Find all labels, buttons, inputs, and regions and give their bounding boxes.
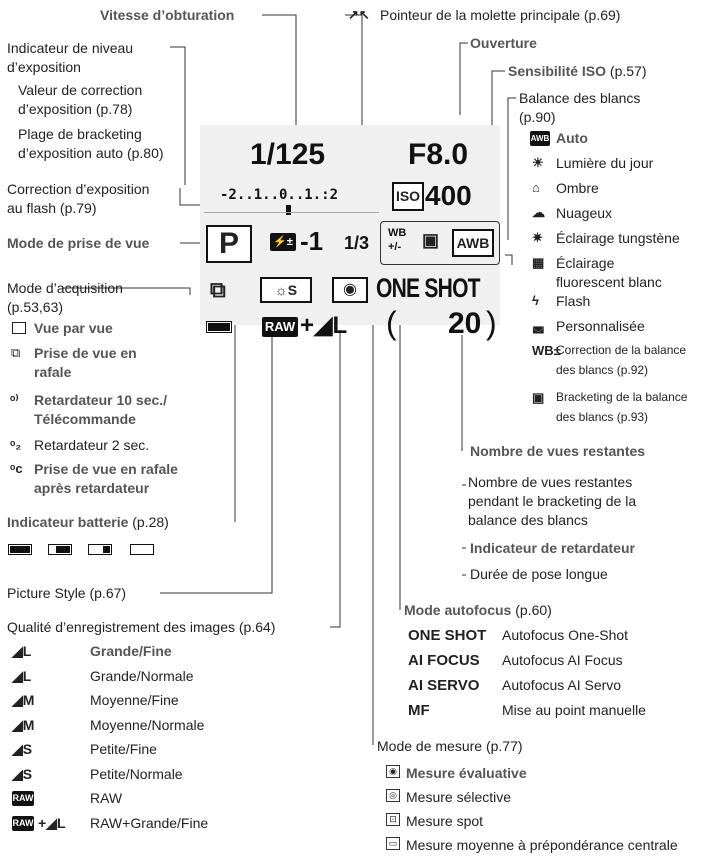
af-mode-desc: Autofocus AI Servo: [502, 677, 622, 693]
lcd-quality-suffix: +◢L: [300, 312, 348, 339]
picture-style-label: Picture Style (p.67): [7, 585, 127, 601]
lcd-iso-icon: ISO: [392, 182, 424, 211]
drive-mode-label-2: (p.53,63): [7, 299, 64, 315]
exposure-scale-bracket: [204, 185, 379, 213]
shots-wb-label-1: Nombre de vues restantes: [468, 474, 633, 490]
dial-pointer-label: Pointeur de la molette principale (p.69): [380, 7, 621, 23]
battery-label-bold: Indicateur batterie: [7, 514, 129, 530]
wb-label-2: (p.90): [519, 109, 556, 125]
shots-wb-label-2: pendant le bracketing de la: [468, 493, 637, 509]
wb-icon: ◛: [532, 318, 545, 333]
exposure-level-label-2: d’exposition: [7, 59, 81, 75]
lcd-raw-icon: RAW: [262, 317, 298, 337]
wb-item-label: Correction de la balance: [556, 343, 687, 357]
flash-comp-label-2: au flash (p.79): [7, 200, 97, 216]
shots-remaining-label: Nombre de vues restantes: [470, 443, 646, 459]
drive-c-label-2: après retardateur: [34, 480, 150, 496]
quality-item-label: Moyenne/Fine: [90, 692, 179, 708]
self-timer-label: Indicateur de retardateur: [470, 540, 635, 556]
lcd-af-mode: ONE SHOT: [376, 273, 480, 303]
wb-icon: ☁: [532, 205, 545, 220]
iso-label-page: (p.57): [606, 63, 647, 79]
af-mode-code: AI SERVO: [408, 677, 480, 694]
lcd-flash-comp-value: -1: [300, 226, 324, 256]
metering-item-label: Mesure évaluative: [406, 765, 527, 781]
quality-label: Qualité d’enregistrement des images (p.64): [7, 619, 276, 635]
wb-icon: ▦: [532, 255, 545, 270]
af-mode-code: MF: [408, 702, 430, 719]
iso-label: [508, 63, 647, 80]
self-timer-10s-icon: ᵒ⁾: [10, 392, 19, 407]
drive-mode-label-1: Mode d’acquisition: [7, 280, 123, 296]
lcd-panel: [200, 125, 500, 341]
lcd-iso-value: 400: [425, 180, 472, 211]
battery-label-page: (p.28): [128, 514, 169, 530]
battery-two-thirds-icon: [48, 544, 72, 555]
battery-full-icon: [8, 544, 32, 555]
af-mode-code: AI FOCUS: [408, 652, 480, 669]
quality-size-icon: ◢S: [12, 741, 33, 757]
continuous-shot-icon: ⧉: [11, 345, 21, 360]
quality-item-label: RAW: [90, 790, 123, 806]
quality-size-icon: ◢M: [12, 716, 35, 733]
wb-item-label-2: des blancs (p.92): [556, 363, 649, 377]
af-mode-desc: Mise au point manuelle: [502, 702, 646, 718]
lcd-wb-shift: WB: [388, 227, 407, 239]
wb-item-label: Lumière du jour: [556, 155, 654, 171]
af-mode-desc: Autofocus AI Focus: [502, 652, 623, 668]
wb-icon: ▣: [532, 390, 545, 405]
metering-icon: ◎: [386, 789, 400, 802]
bulb-label: Durée de pose longue: [470, 566, 608, 582]
af-mode-label: [404, 602, 552, 619]
wb-item-label: Auto: [556, 130, 588, 146]
self-timer-continuous-icon: ᵒᴄ: [10, 461, 23, 476]
lcd-wb-shift-sub: +/-: [388, 241, 402, 253]
lcd-aperture: F8.0: [408, 138, 469, 171]
drive-c-label-1: Prise de vue en rafale: [34, 461, 178, 477]
wb-icon: ☀: [532, 155, 544, 170]
exp-comp-label-2: d’exposition (p.78): [18, 101, 133, 117]
metering-icon: ⊡: [386, 813, 400, 826]
af-mode-desc: Autofocus One-Shot: [502, 627, 629, 643]
quality-size-icon: ◢M: [12, 692, 35, 708]
drive-cont-label-2: rafale: [34, 364, 72, 380]
lcd-picture-style-icon: ☼S: [260, 277, 312, 303]
metering-item-label: Mesure spot: [406, 813, 484, 829]
af-mode-label-page: (p.60): [511, 602, 552, 618]
wb-item-label: Nuageux: [556, 205, 613, 221]
metering-item-label: Mesure moyenne à prépondérance centrale: [406, 837, 678, 853]
wb-item-label: Flash: [556, 293, 591, 309]
exp-comp-label-1: Valeur de correction: [18, 82, 143, 98]
quality-item-label: Moyenne/Normale: [90, 716, 205, 733]
lcd-drive-icon: ⧉: [210, 277, 226, 302]
quality-size-icon: ◢S: [12, 765, 33, 782]
wb-icon: ✷: [532, 230, 543, 245]
shooting-mode-label: Mode de prise de vue: [7, 235, 150, 251]
lcd-flash-comp-frac: 1/3: [344, 233, 370, 253]
wb-item-label-2: fluorescent blanc: [556, 274, 662, 290]
quality-item-label: Grande/Normale: [90, 667, 194, 684]
iso-label-bold: Sensibilité ISO: [508, 63, 607, 79]
wb-item-label: Éclairage: [556, 255, 615, 271]
lcd-awb: AWB: [452, 229, 494, 257]
metering-icon: ◉: [386, 765, 400, 778]
quality-raw-icon: RAW: [12, 816, 34, 831]
wb-icon: ⌂: [532, 180, 540, 195]
single-shot-icon: [12, 322, 26, 334]
exposure-level-label-1: Indicateur de niveau: [7, 40, 134, 56]
quality-large-icon: +◢L: [38, 814, 66, 831]
battery-one-third-icon: [88, 544, 112, 555]
aperture-label: Ouverture: [470, 35, 537, 51]
quality-size-icon: ◢L: [12, 667, 32, 684]
aeb-label-1: Plage de bracketing: [18, 126, 142, 142]
battery-empty-icon: [130, 544, 154, 555]
wb-item-label: Éclairage tungstène: [556, 230, 680, 246]
drive-10s-label-2: Télécommande: [34, 411, 136, 427]
drive-cont-label-1: Prise de vue en: [34, 345, 137, 361]
lcd-shots-remaining: 20: [448, 307, 482, 340]
quality-item-label: Petite/Fine: [90, 741, 157, 757]
drive-10s-label-1: Retardateur 10 sec./: [34, 392, 168, 408]
quality-raw-icon: RAW: [12, 791, 34, 806]
self-timer-2s-icon: ᵒ₂: [10, 437, 22, 452]
wb-bracketing-icon: ▣: [422, 230, 440, 250]
lcd-exposure-scale: -2..1..0..1.:2: [220, 187, 339, 203]
af-mode-code: ONE SHOT: [408, 627, 487, 644]
drive-2s-label: Retardateur 2 sec.: [34, 437, 150, 453]
wb-label-1: Balance des blancs: [519, 90, 641, 106]
metering-label: Mode de mesure (p.77): [377, 738, 523, 754]
lcd-paren-close: ): [486, 305, 497, 341]
metering-item-label: Mesure sélective: [406, 789, 512, 805]
shots-wb-label-3: balance des blancs: [468, 512, 588, 528]
lcd-shutter-speed: 1/125: [250, 138, 326, 171]
flash-comp-icon: ⚡±: [270, 233, 296, 251]
metering-icon: ▭: [386, 837, 400, 850]
dial-pointer-icon: ↗↖: [348, 7, 370, 22]
af-mode-label-bold: Mode autofocus: [404, 602, 512, 618]
drive-single-label: Vue par vue: [34, 320, 113, 336]
quality-item-label: Grande/Fine: [90, 643, 172, 659]
wb-item-label-2: des blancs (p.93): [556, 410, 649, 424]
wb-item-label: Ombre: [556, 180, 599, 196]
wb-item-label: Personnalisée: [556, 318, 645, 334]
lcd-metering-icon: ◉: [332, 277, 368, 303]
lcd-battery-icon: [206, 321, 232, 333]
lcd-paren-open: (: [386, 305, 397, 341]
lcd-shooting-mode: P: [206, 225, 252, 263]
quality-item-label: Petite/Normale: [90, 765, 183, 782]
wb-item-label: Bracketing de la balance: [556, 390, 688, 404]
wb-icon: WB±: [532, 343, 561, 358]
wb-auto-icon: AWB: [530, 131, 550, 146]
wb-icon: ϟ: [532, 293, 539, 308]
shutter-speed-label: Vitesse d’obturation: [100, 7, 235, 23]
quality-item-label: RAW+Grande/Fine: [90, 814, 209, 831]
battery-label: [7, 514, 169, 531]
aeb-label-2: d’exposition auto (p.80): [18, 145, 164, 161]
flash-comp-label-1: Correction d’exposition: [7, 181, 150, 197]
quality-size-icon: ◢L: [12, 643, 32, 659]
